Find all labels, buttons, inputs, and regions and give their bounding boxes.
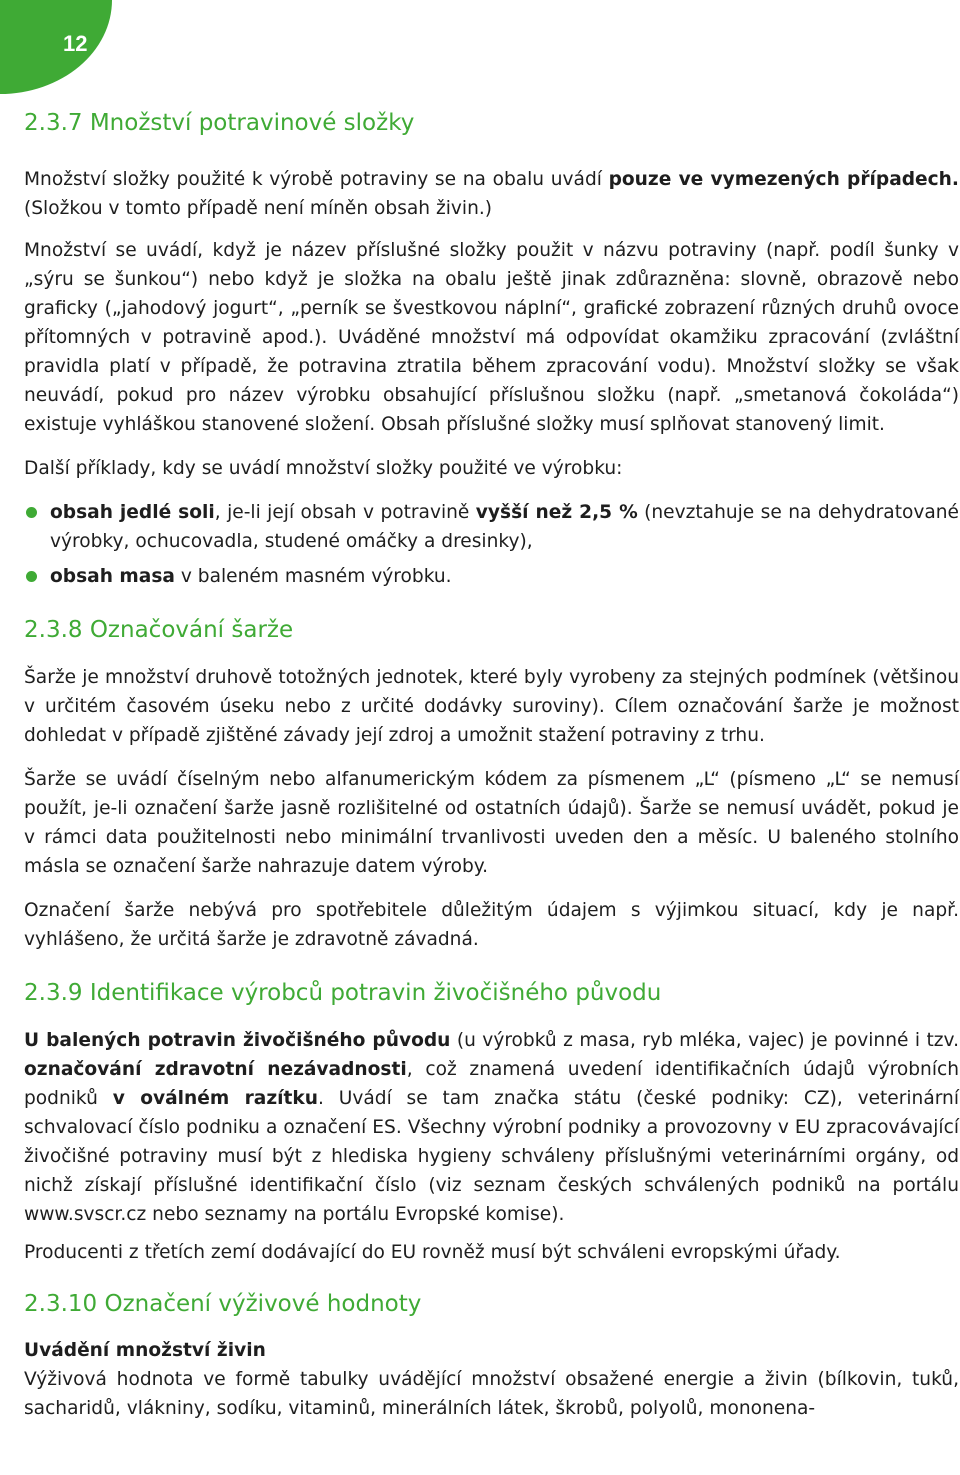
paragraph — [24, 1026, 959, 1229]
paragraph: Šarže je množství druhově totožných jednotek, které byly vyrobeny za stejných podmínek (většinou v určitém časovém úseku nebo z určité dodávky suroviny). Cílem označování šarže je možnost dohledat v případě zjištěné závady její zdroj a umožnit stažení potraviny z trhu. — [24, 667, 959, 746]
paragraph: Výživová hodnota ve formě tabulky uvádějící množství obsažené energie a živin (bílkovin, tuků, sacharidů, vlákniny, sodíku, vitaminů, minerálních látek, škrobů, polyolů, mononena- — [24, 1369, 959, 1419]
text-run: v baleném masném výrobku. — [174, 566, 452, 587]
bold-text: označování zdravotní nezávadnosti — [24, 1059, 407, 1080]
paragraph: Šarže se uvádí číselným nebo alfanumerickým kódem za písmenem „L“ (písmeno „L“ se nemusí použít, je-li označení šarže jasně rozlišitelné od ostatních údajů). Šarže se nemusí uvádět, pokud je v rámci data použitelnosti nebo minimální trvanlivosti uveden den a měsíc. U baleného stolního másla se označení šarže nahrazuje datem výroby. — [24, 769, 959, 877]
bullet-icon — [26, 571, 37, 582]
page-number: 12 — [63, 31, 88, 56]
bullet-list — [24, 498, 959, 591]
page-number-badge — [0, 0, 112, 94]
bold-text: vyšší než 2,5 % — [475, 502, 638, 523]
text-run: , je-li její obsah v potravině — [214, 502, 476, 523]
paragraph — [24, 165, 959, 223]
bold-text: U balených potravin živočišného původu — [24, 1030, 451, 1051]
text-run: . Uvádí se tam značka státu (české podniky: CZ), veterinární schvalovací číslo podniku a označení ES. Všechny výrobní podniky a provozovny v EU zpracovávající živočišné potraviny musí být z hlediska hygieny schváleny příslušnými veterinárními orgány, od nichž získají příslušné identifikační číslo (viz seznam českých schválených podniků na portálu www.svscr.cz nebo seznamy na portálu Evropské komise). — [24, 1088, 959, 1225]
paragraph: Označení šarže nebývá pro spotřebitele důležitým údajem s výjimkou situací, kdy je např. vyhlášeno, že určitá šarže je zdravotně závadná. — [24, 900, 959, 950]
paragraph: Producenti z třetích zemí dodávající do EU rovněž musí být schváleni evropskými úřady. — [24, 1242, 841, 1263]
section-heading-2-3-8: 2.3.8 Označování šarže — [24, 617, 294, 643]
text-run: , což znamená uvedení identifikačních údajů výrobních podniků — [24, 1059, 959, 1109]
bold-text: obsah jedlé soli — [50, 502, 215, 523]
list-item — [24, 562, 959, 591]
list-item — [24, 498, 959, 556]
section-heading-2-3-9: 2.3.9 Identifikace výrobců potravin živočišného původu — [24, 980, 662, 1006]
text-run: (u výrobků z masa, ryb mléka, vajec) je povinné i tzv. — [450, 1030, 959, 1051]
section-heading-2-3-10: 2.3.10 Označení výživové hodnoty — [24, 1291, 422, 1317]
text-run: (Složkou v tomto případě není míněn obsah živin.) — [24, 198, 493, 219]
bullet-icon — [26, 507, 37, 518]
paragraph: Další příklady, kdy se uvádí množství složky použité ve výrobku: — [24, 458, 623, 479]
subheading: Uvádění množství živin — [24, 1340, 266, 1361]
paragraph: Množství se uvádí, když je název příslušné složky použit v názvu potraviny (např. podíl šunky v „sýru se šunkou“) nebo když je složka na obalu ještě jinak zdůrazněna: slovně, obrazově nebo graficky („jahodový jogurt“, „perník se švestkovou náplní“, grafické zobrazení různých druhů ovoce přítomných v potravině apod.). Uváděné množství má odpovídat okamžiku zpracování (zvláštní pravidla platí v případě, že potravina ztratila během zpracování vodu). Množství složky se však neuvádí, pokud pro název výrobku obsahující příslušnou složku (např. „smetanová čokoláda“) existuje vyhláškou stanovené složení. Obsah příslušné složky musí splňovat stanovený limit. — [24, 240, 959, 435]
bold-text: obsah masa — [50, 566, 175, 587]
text-run: (nevztahuje se na dehydratované výrobky, ochucovadla, studené omáčky a dresinky), — [50, 502, 959, 552]
page-content — [24, 108, 959, 1423]
text-run: Množství složky použité k výrobě potraviny se na obalu uvádí — [24, 169, 609, 190]
bold-text: pouze ve vymezených případech. — [608, 169, 959, 190]
section-heading-2-3-7: 2.3.7 Množství potravinové složky — [24, 110, 415, 136]
bold-text: v oválném razítku — [112, 1088, 319, 1109]
